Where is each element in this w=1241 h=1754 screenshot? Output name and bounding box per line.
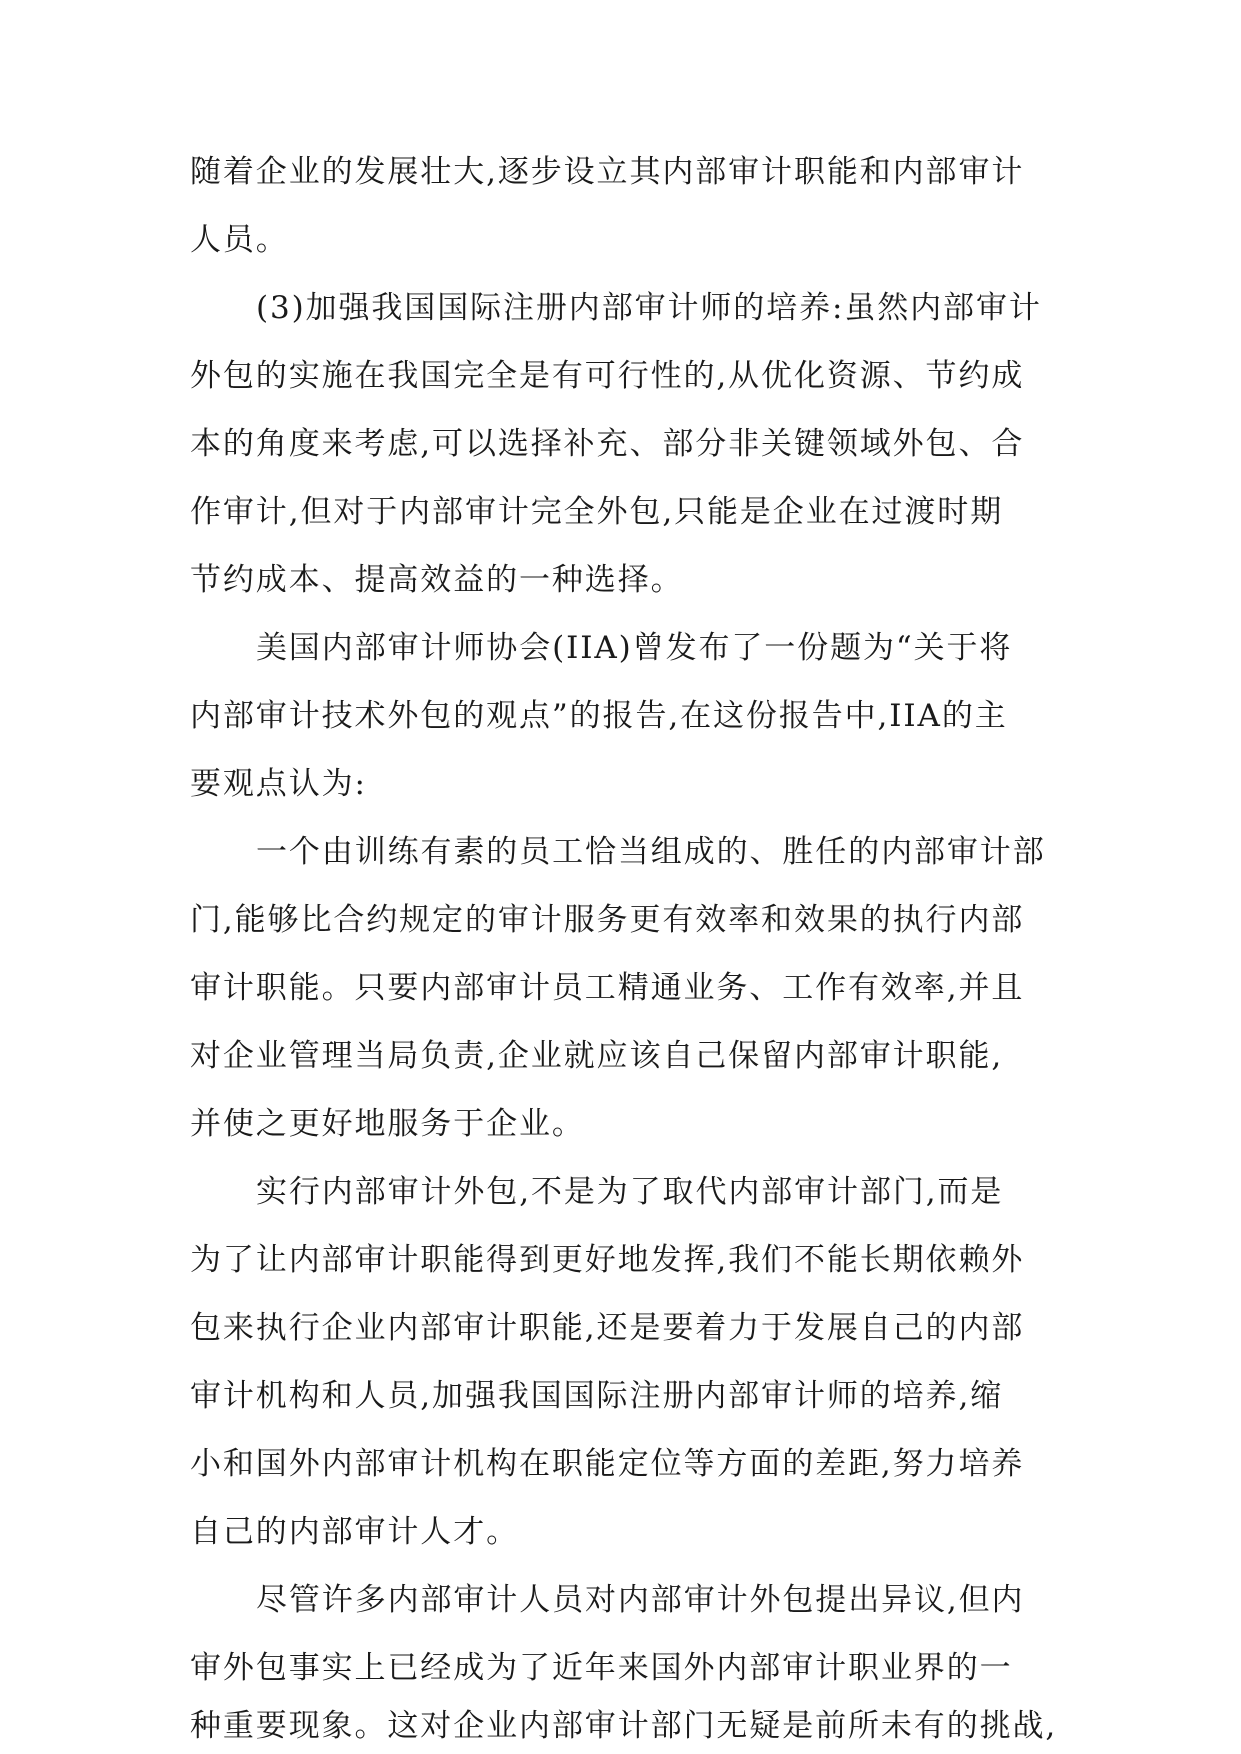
paragraph-line: 本的角度来考虑,可以选择补充、部分非关键领域外包、合 [190,426,1025,462]
paragraph-line: 外包的实施在我国完全是有可行性的,从优化资源、节约成 [190,358,1025,394]
paragraph-line: 并使之更好地服务于企业。 [190,1106,585,1142]
paragraph-line: 实行内部审计外包,不是为了取代内部审计部门,而是 [256,1174,1004,1210]
paragraph-line: 小和国外内部审计机构在职能定位等方面的差距,努力培养 [190,1446,1025,1482]
paragraph-line: (3)加强我国国际注册内部审计师的培养:虽然内部审计 [256,290,1042,326]
paragraph-line: 美国内部审计师协会(IIA)曾发布了一份题为“关于将 [256,630,1013,666]
paragraph-line: 包来执行企业内部审计职能,还是要着力于发展自己的内部 [190,1310,1025,1346]
paragraph-line: 尽管许多内部审计人员对内部审计外包提出异议,但内 [256,1582,1025,1618]
paragraph-line: 审计机构和人员,加强我国国际注册内部审计师的培养,缩 [190,1378,1004,1414]
paragraph-line: 一个由训练有素的员工恰当组成的、胜任的内部审计部 [256,834,1046,870]
paragraph-line: 对企业管理当局负责,企业就应该自己保留内部审计职能, [190,1038,1004,1074]
paragraph-line: 为了让内部审计职能得到更好地发挥,我们不能长期依赖外 [190,1242,1025,1278]
paragraph-line: 作审计,但对于内部审计完全外包,只能是企业在过渡时期 [190,494,1004,530]
paragraph-line: 内部审计技术外包的观点”的报告,在这份报告中,IIA的主 [190,698,1008,734]
paragraph-line: 人员。 [190,222,289,258]
paragraph-line: 审外包事实上已经成为了近年来国外内部审计职业界的一 [190,1650,1013,1686]
paragraph-line: 随着企业的发展壮大,逐步设立其内部审计职能和内部审计 [190,154,1025,190]
paragraph-line: 节约成本、提高效益的一种选择。 [190,562,684,598]
paragraph-line: 种重要现象。这对企业内部审计部门无疑是前所未有的挑战, [190,1708,1058,1744]
paragraph-line: 门,能够比合约规定的审计服务更有效率和效果的执行内部 [190,902,1025,938]
paragraph-line: 审计职能。只要内部审计员工精通业务、工作有效率,并且 [190,970,1025,1006]
paragraph-line: 要观点认为: [190,766,367,802]
paragraph-line: 自己的内部审计人才。 [190,1514,519,1550]
